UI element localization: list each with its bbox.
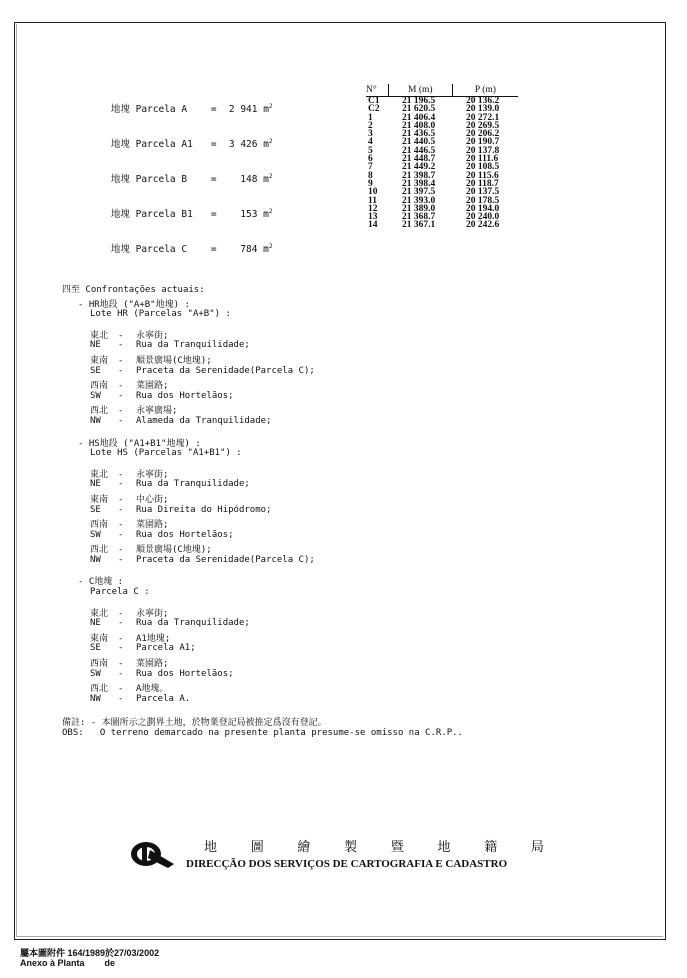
boundary-name: Rua da Tranquilidade;: [136, 479, 250, 490]
coord-p: 20 178.5: [466, 195, 500, 206]
boundary-name: Parcela A1;: [136, 643, 196, 654]
coord-p: 20 190.7: [466, 137, 500, 148]
direction: NE: [90, 618, 101, 629]
area-value: 2 941 m: [228, 104, 269, 115]
area-unit-exp: 2: [268, 102, 273, 110]
boundary-name: Rua dos Hortelãos;: [136, 390, 234, 401]
area-value: 153 m: [240, 209, 269, 220]
point-id: 6: [368, 154, 373, 165]
annex-footer: [20, 948, 159, 968]
boundary-name: 永寧街;: [136, 469, 169, 480]
dash: -: [118, 643, 124, 654]
dash: -: [118, 415, 124, 426]
boundary-line: [62, 378, 582, 391]
area-row: [88, 230, 273, 266]
dash: -: [118, 330, 124, 341]
coord-m: 21 406.4: [402, 112, 436, 123]
point-id: 2: [368, 120, 373, 131]
dash: -: [118, 693, 124, 704]
direction: 東南: [90, 355, 109, 366]
note-portuguese: OBS: O terreno demarcado na presente planta presume-se omisso na C.R.P..: [62, 728, 463, 738]
direction: 西北: [90, 545, 109, 556]
group-heading-portuguese: Parcela C :: [90, 587, 150, 598]
boundary-line: [62, 505, 582, 518]
coord-m: 21 448.7: [402, 154, 436, 165]
coord-m: 21 620.5: [402, 104, 436, 115]
boundary-line: [62, 669, 582, 682]
group-heading-chinese: - HR地段 ("A+B"地塊) :: [78, 299, 190, 310]
area-value: 148 m: [240, 174, 269, 185]
boundary-line: [62, 606, 582, 619]
boundary-line: [62, 416, 582, 429]
boundary-name: Praceta da Serenidade(Parcela C);: [136, 365, 315, 376]
area-unit-exp: 2: [268, 242, 273, 250]
area-row: [88, 195, 273, 231]
group-heading-portuguese: Lote HS (Parcelas "A1+B1") :: [90, 448, 242, 459]
coord-m: 21 196.5: [402, 96, 436, 106]
coord-p: 20 118.7: [466, 178, 499, 189]
dash: -: [118, 469, 124, 480]
boundary-line: [62, 517, 582, 530]
dash: -: [118, 608, 124, 619]
boundary-name: Rua Direita do Hipódromo;: [136, 504, 272, 515]
direction: NE: [90, 479, 101, 490]
area-eq: =: [210, 209, 217, 220]
boundary-name: Rua dos Hortelãos;: [136, 668, 234, 679]
point-id: 7: [368, 162, 373, 173]
boundary-line: [62, 643, 582, 656]
dash: -: [118, 494, 124, 505]
point-id: 1: [368, 112, 373, 123]
group-heading-chinese: - C地塊 :: [78, 577, 124, 588]
note-chinese: 備註: - 本圖所示之劃界土地，於物業登記局被推定爲沒有登記。: [62, 718, 327, 729]
direction: 西北: [90, 406, 109, 417]
coord-m: 21 446.5: [402, 145, 436, 156]
dash: -: [118, 668, 124, 679]
agency-name-chinese: [204, 836, 544, 855]
boundary-line: [62, 656, 582, 669]
coord-m: 21 440.5: [402, 137, 436, 148]
dscc-emblem-icon: [128, 838, 176, 870]
coord-p: 20 242.6: [466, 220, 500, 231]
direction: SW: [90, 390, 101, 401]
area-row: [88, 90, 273, 126]
area-label: 地塊 Parcela C: [110, 244, 188, 255]
boundary-name: Praceta da Serenidade(Parcela C);: [136, 554, 315, 565]
col-header-no: N°: [366, 85, 377, 95]
coord-p: 20 240.0: [466, 212, 500, 223]
coord-p: 20 111.6: [466, 154, 499, 165]
coord-p: 20 206.2: [466, 129, 500, 140]
boundary-name: 中心街;: [136, 494, 169, 505]
direction: NE: [90, 340, 101, 351]
confrontation-group: [62, 297, 582, 434]
dash: -: [118, 545, 124, 556]
dash: -: [118, 355, 124, 366]
coord-p: 20 269.5: [466, 120, 500, 131]
confrontation-group: [62, 436, 582, 573]
boundary-line: [62, 681, 582, 694]
coord-m: 21 436.5: [402, 129, 436, 140]
confrontacoes-title: 四至 Confrontações actuais:: [62, 285, 205, 295]
dash: -: [118, 554, 124, 565]
agency-char: 局: [530, 840, 544, 855]
direction: 西南: [90, 381, 109, 392]
dash: -: [118, 659, 124, 670]
point-id: 4: [368, 137, 373, 148]
area-label: 地塊 Parcela A: [110, 104, 188, 115]
point-id: 10: [368, 187, 378, 198]
area-value: 3 426 m: [228, 139, 269, 150]
area-row: [88, 160, 273, 196]
direction: 西北: [90, 684, 109, 695]
dash: -: [118, 365, 124, 376]
agency-char: 地: [437, 840, 451, 855]
col-header-p: P (m): [452, 84, 518, 96]
coord-p: 20 137.5: [466, 187, 500, 198]
boundary-line: [62, 328, 582, 341]
agency-logo: [128, 832, 558, 882]
area-eq: =: [210, 174, 217, 185]
confrontation-group: [62, 574, 582, 711]
point-id: C2: [368, 104, 380, 115]
area-label: 地塊 Parcela B1: [110, 209, 193, 220]
agency-char: 圖: [250, 840, 264, 855]
point-id: 11: [368, 195, 377, 206]
footer-line-2: Anexo à Planta de: [20, 958, 116, 968]
coord-p: 20 272.1: [466, 112, 500, 123]
coordinate-table: [366, 84, 518, 230]
boundary-name: 永寧街;: [136, 608, 169, 619]
coord-p: 20 115.6: [466, 170, 499, 181]
boundary-line: [62, 694, 582, 707]
direction: SW: [90, 529, 101, 540]
coord-p: 20 194.0: [466, 203, 500, 214]
direction: NW: [90, 415, 101, 426]
agency-char: 繪: [297, 840, 311, 855]
area-eq: =: [210, 139, 217, 150]
group-heading-portuguese: Lote HR (Parcelas "A+B") :: [90, 309, 231, 320]
coord-m: 21 449.2: [402, 162, 436, 173]
boundary-line: [62, 618, 582, 631]
boundary-name: 順景廣場(C地塊);: [136, 545, 212, 556]
coord-p: 20 139.0: [466, 104, 500, 115]
boundary-name: 永寧街;: [136, 330, 169, 341]
agency-char: 製: [344, 840, 358, 855]
boundary-name: 菜園路;: [136, 520, 169, 531]
area-value: 784 m: [240, 244, 269, 255]
coord-p: 20 137.8: [466, 145, 500, 156]
dash: -: [118, 340, 124, 351]
agency-char: 籍: [484, 840, 498, 855]
direction: SE: [90, 504, 101, 515]
boundary-name: 順景廣場(C地塊);: [136, 355, 212, 366]
coord-m: 21 393.0: [402, 195, 436, 206]
coord-m: 21 398.7: [402, 170, 436, 181]
dash: -: [118, 381, 124, 392]
boundary-line: [62, 542, 582, 555]
area-label: 地塊 Parcela A1: [110, 139, 193, 150]
boundary-line: [62, 340, 582, 353]
dash: -: [118, 618, 124, 629]
confrontacoes-groups: [62, 297, 582, 712]
area-unit-exp: 2: [268, 207, 273, 215]
point-id: 12: [368, 203, 378, 214]
point-id: 8: [368, 170, 373, 181]
boundary-line: [62, 403, 582, 416]
coord-p: 20 136.2: [466, 96, 500, 106]
boundary-line: [62, 366, 582, 379]
area-eq: =: [210, 244, 217, 255]
coord-p: 20 108.5: [466, 162, 500, 173]
dash: -: [118, 406, 124, 417]
area-row: [88, 125, 273, 161]
coord-m: 21 389.0: [402, 203, 436, 214]
coord-m: 21 398.4: [402, 178, 436, 189]
boundary-line: [62, 631, 582, 644]
coordinate-rows: [366, 97, 518, 230]
boundary-line: [62, 492, 582, 505]
agency-char: 地: [204, 840, 218, 855]
point-id: 9: [368, 178, 373, 189]
agency-char: 暨: [390, 840, 404, 855]
boundary-name: Parcela A.: [136, 693, 191, 704]
direction: SW: [90, 668, 101, 679]
direction: NW: [90, 554, 101, 565]
dash: -: [118, 390, 124, 401]
area-eq: =: [210, 104, 217, 115]
direction: 東南: [90, 633, 109, 644]
coordinate-row: [366, 221, 518, 229]
group-heading-chinese: - HS地段 ("A1+B1"地塊) :: [78, 438, 201, 449]
col-header-m: M (m): [388, 84, 452, 96]
footer-line-1: 屬本圖附件 164/1989於27/03/2002: [20, 948, 160, 958]
point-id: 14: [368, 220, 378, 231]
boundary-line: [62, 391, 582, 404]
direction: 東北: [90, 608, 109, 619]
direction: 西南: [90, 520, 109, 531]
area-label: 地塊 Parcela B: [110, 174, 188, 185]
confrontacoes-section: [62, 282, 582, 741]
point-id: 5: [368, 145, 373, 156]
boundary-line: [62, 530, 582, 543]
boundary-name: Rua da Tranquilidade;: [136, 340, 250, 351]
point-id: 3: [368, 129, 373, 140]
boundary-name: 菜園路;: [136, 381, 169, 392]
dash: -: [118, 633, 124, 644]
boundary-line: [62, 467, 582, 480]
dash: -: [118, 479, 124, 490]
area-unit-exp: 2: [268, 172, 273, 180]
boundary-name: A地塊。: [136, 684, 169, 695]
agency-name-portuguese: DIRECÇÃO DOS SERVIÇOS DE CARTOGRAFIA E CADASTRO: [186, 858, 508, 870]
direction: SE: [90, 643, 101, 654]
boundary-name: Rua da Tranquilidade;: [136, 618, 250, 629]
boundary-name: A1地塊;: [136, 633, 171, 644]
dash: -: [118, 684, 124, 695]
direction: 東北: [90, 330, 109, 341]
area-unit-exp: 2: [268, 137, 273, 145]
coord-m: 21 368.7: [402, 212, 436, 223]
point-id: C1: [368, 96, 380, 106]
direction: NW: [90, 693, 101, 704]
boundary-name: Alameda da Tranquilidade;: [136, 415, 272, 426]
dash: -: [118, 504, 124, 515]
dash: -: [118, 520, 124, 531]
boundary-line: [62, 353, 582, 366]
point-id: 13: [368, 212, 378, 223]
dash: -: [118, 529, 124, 540]
direction: 東北: [90, 469, 109, 480]
boundary-line: [62, 555, 582, 568]
boundary-name: 永寧廣場;: [136, 406, 178, 417]
coord-m: 21 408.0: [402, 120, 436, 131]
direction: 東南: [90, 494, 109, 505]
boundary-name: 菜園路;: [136, 659, 169, 670]
coord-m: 21 367.1: [402, 220, 436, 231]
coord-m: 21 397.5: [402, 187, 436, 198]
direction: SE: [90, 365, 101, 376]
boundary-line: [62, 479, 582, 492]
boundary-name: Rua dos Hortelãos;: [136, 529, 234, 540]
direction: 西南: [90, 659, 109, 670]
